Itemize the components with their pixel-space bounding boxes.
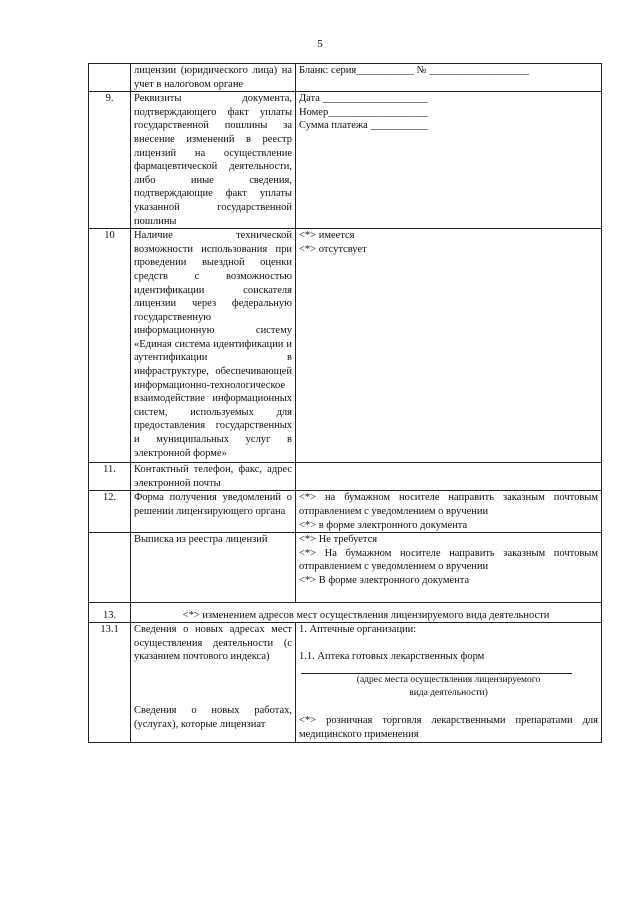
table-row — [89, 491, 602, 533]
row-description: Форма получения уведомлений о решении лицензирующего органа — [131, 491, 296, 533]
row-description: лицензии (юридического лица) на учет в налоговом органе — [131, 64, 296, 92]
row-description: Выписка из реестра лицензий — [131, 533, 296, 602]
address-input-line[interactable] — [301, 663, 572, 674]
row-description: Реквизиты документа, подтверждающего факт уплаты государственной пошлины за внесение изменений в реестр лицензий на осуществление фармацевтической деятельности, либо иные сведения, подтверждающие факт уплаты указанной государственной пошлины — [131, 92, 296, 229]
option-retail-trade[interactable]: <*> розничная торговля лекарственными препаратами для медицинского применения — [299, 715, 598, 740]
row-number: 12. — [89, 491, 131, 533]
new-works-label: Сведения о новых работах, (услугах), которые лицензиат — [134, 704, 292, 730]
row-number: 11. — [89, 463, 131, 491]
option-not-required[interactable]: <*> Не требуется — [299, 534, 378, 546]
payment-amount-field[interactable]: Сумма платежа ___________ — [299, 120, 429, 132]
row-number: 9. — [89, 92, 131, 229]
address-change-heading[interactable]: <*> изменением адресов мест осуществления лицензируемого вида деятельности — [131, 602, 602, 623]
table-row — [89, 623, 602, 742]
page-number: 5 — [317, 38, 323, 50]
row-number-cell — [89, 533, 131, 602]
option-available[interactable]: <*> имеется — [299, 230, 355, 242]
address-caption: (адрес места осуществления лицензируемого — [356, 675, 541, 686]
table-row — [89, 64, 602, 92]
contact-field[interactable] — [296, 463, 602, 491]
table-row — [89, 463, 602, 491]
row-number: 10 — [89, 229, 131, 463]
row-description: Наличие технической возможности использования при проведении выездной оценки средств с возможностью идентификации соискателя лицензии через федеральную государственную информационную систему «Единая система идентификации и аутентификации в инфраструктуре, обеспечивающей информационно-технологическое взаимодействие информационных систем, используемых для предоставления государственных и муниципальных услуг в электронной форме» — [131, 229, 296, 463]
table-row — [89, 602, 602, 623]
payment-details-cell — [296, 92, 602, 229]
application-form-table — [88, 63, 602, 743]
spacer — [134, 664, 292, 704]
row-number-cell — [89, 64, 131, 92]
table-row — [89, 229, 602, 463]
option-paper[interactable]: <*> На бумажном носителе направить заказным почтовым отправлением с уведомлением о вручении — [299, 547, 598, 573]
blank-series-field[interactable]: Бланк: серия___________ № ___________________ — [296, 64, 602, 92]
option-electronic[interactable]: <*> в форме электронного документа — [299, 519, 468, 531]
payment-number-field[interactable]: Номер___________________ — [299, 106, 428, 118]
address-caption: вида деятельности) — [409, 687, 488, 698]
row-description: Контактный телефон, факс, адрес электронной почты — [131, 463, 296, 491]
option-electronic[interactable]: <*> В форме электронного документа — [299, 574, 470, 586]
new-addresses-cell — [296, 623, 602, 742]
row-description — [131, 623, 296, 742]
new-addresses-label: Сведения о новых адресах мест осуществления деятельности (с указанием почтового индекса) — [134, 624, 292, 663]
pharmacy-organizations-heading: 1. Аптечные организации: — [299, 624, 417, 636]
row-number: 13. — [89, 602, 131, 623]
payment-date-field[interactable]: Дата ____________________ — [299, 93, 428, 105]
option-paper[interactable]: <*> на бумажном носителе направить заказным почтовым отправлением с уведомлением о вручении — [299, 492, 598, 517]
option-absent[interactable]: <*> отсутсвует — [299, 243, 367, 255]
register-extract-cell — [296, 533, 602, 602]
notification-form-cell — [296, 491, 602, 533]
table-row — [89, 92, 602, 229]
table-row — [89, 533, 602, 602]
row-number: 13.1 — [89, 623, 131, 742]
finished-forms-pharmacy-label: 1.1. Аптека готовых лекарственных форм — [299, 650, 485, 662]
technical-capability-cell — [296, 229, 602, 463]
